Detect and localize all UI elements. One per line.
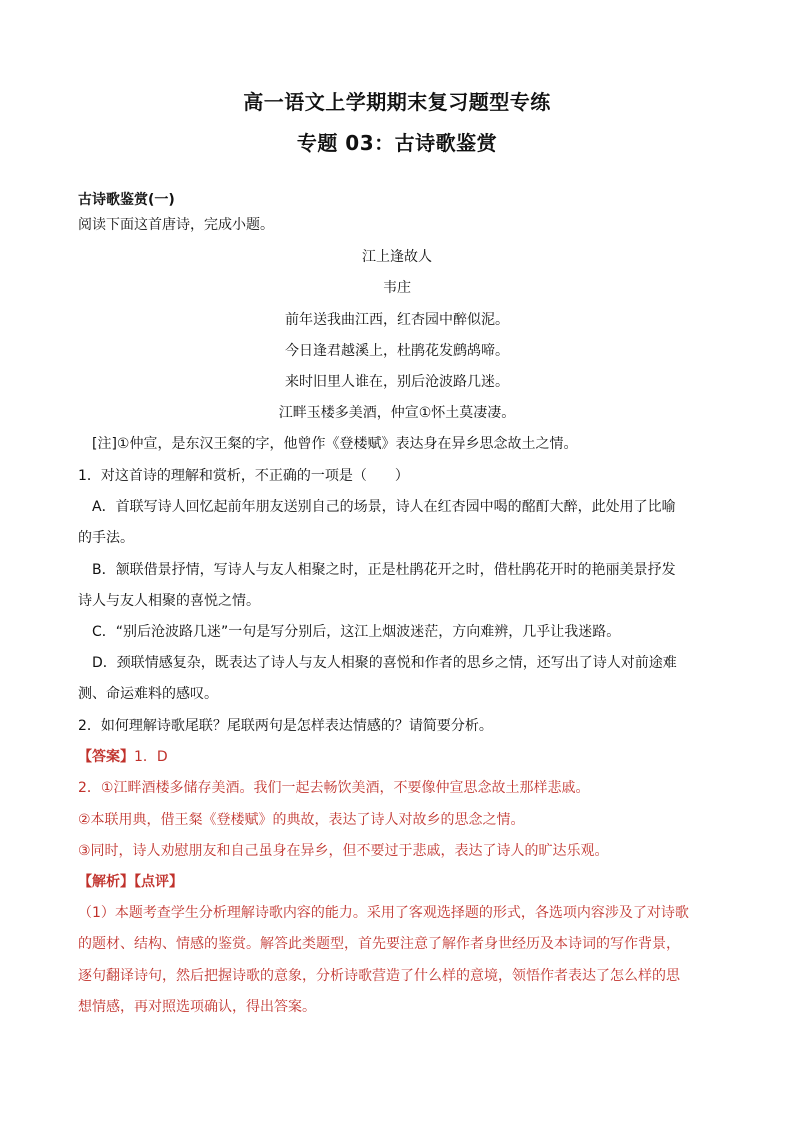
analysis-line: 想情感，再对照选项确认，得出答案。 xyxy=(78,999,316,1015)
answer-2-line: ②本联用典，借王粲《登楼赋》的典故，表达了诗人对故乡的思念之情。 xyxy=(78,812,525,828)
answer-1: 1．D xyxy=(134,749,168,765)
poem-title: 江上逢故人 xyxy=(362,249,432,265)
poem-line: 今日逢君越溪上，杜鹃花发鹧鸪啼。 xyxy=(285,343,509,359)
analysis-line: 逐句翻译诗句，然后把握诗歌的意象，分析诗歌营造了什么样的意境，领悟作者表达了怎么样的思 xyxy=(78,968,680,984)
poem-line: 江畔玉楼多美酒，仲宣①怀土莫凄凄。 xyxy=(278,405,516,421)
option-c: C．“别后沧波路几迷”一句是写分别后，这江上烟波迷茫，方向难辨，几乎让我迷路。 xyxy=(92,624,621,640)
answer-row xyxy=(78,747,168,767)
instruction-text: 阅读下面这首唐诗，完成小题。 xyxy=(78,217,274,233)
poem-author: 韦庄 xyxy=(383,280,411,296)
option-a: A．首联写诗人回忆起前年朋友送别自己的场景，诗人在红杏园中喝的酩酊大醉，此处用了比喻 xyxy=(92,499,676,515)
poem-line: 前年送我曲江西，红杏园中醉似泥。 xyxy=(285,312,509,328)
footnote: [注]①仲宣，是东汉王粲的字，他曾作《登楼赋》表达身在异乡思念故土之情。 xyxy=(92,436,578,452)
answer-2-line: ③同时，诗人劝慰朋友和自己虽身在异乡，但不要过于悲戚，表达了诗人的旷达乐观。 xyxy=(78,843,609,859)
answer-label: 【答案】 xyxy=(78,749,134,765)
answer-2-line: 2．①江畔酒楼多储存美酒。我们一起去畅饮美酒，不要像仲宣思念故土那样悲戚。 xyxy=(78,780,590,796)
analysis-line: （1）本题考查学生分析理解诗歌内容的能力。采用了客观选择题的形式，各选项内容涉及了对诗歌 xyxy=(78,905,689,921)
section-heading: 古诗歌鉴赏(一) xyxy=(78,192,175,208)
question-2-stem: 2．如何理解诗歌尾联？尾联两句是怎样表达情感的？请简要分析。 xyxy=(78,718,493,734)
option-b: B．颔联借景抒情，写诗人与友人相聚之时，正是杜鹃花开之时，借杜鹃花开时的艳丽美景抒发 xyxy=(92,562,676,578)
option-d: D．颈联情感复杂，既表达了诗人与友人相聚的喜悦和作者的思乡之情，还写出了诗人对前途难 xyxy=(92,655,677,671)
option-b-cont: 诗人与友人相聚的喜悦之情。 xyxy=(78,593,260,609)
option-d-cont: 测、命运难料的感叹。 xyxy=(78,686,218,702)
document-subtitle: 专题 03：古诗歌鉴赏 xyxy=(296,131,498,155)
poem-line: 来时旧里人谁在，别后沧波路几迷。 xyxy=(285,374,509,390)
question-1-stem: 1．对这首诗的理解和赏析，不正确的一项是（ ） xyxy=(78,468,409,484)
option-a-cont: 的手法。 xyxy=(78,530,134,546)
document-title: 高一语文上学期期末复习题型专练 xyxy=(243,90,551,114)
analysis-label: 【解析】【点评】 xyxy=(78,874,183,890)
analysis-line: 的题材、结构、情感的鉴赏。解答此类题型，首先要注意了解作者身世经历及本诗词的写作背景， xyxy=(78,936,680,952)
